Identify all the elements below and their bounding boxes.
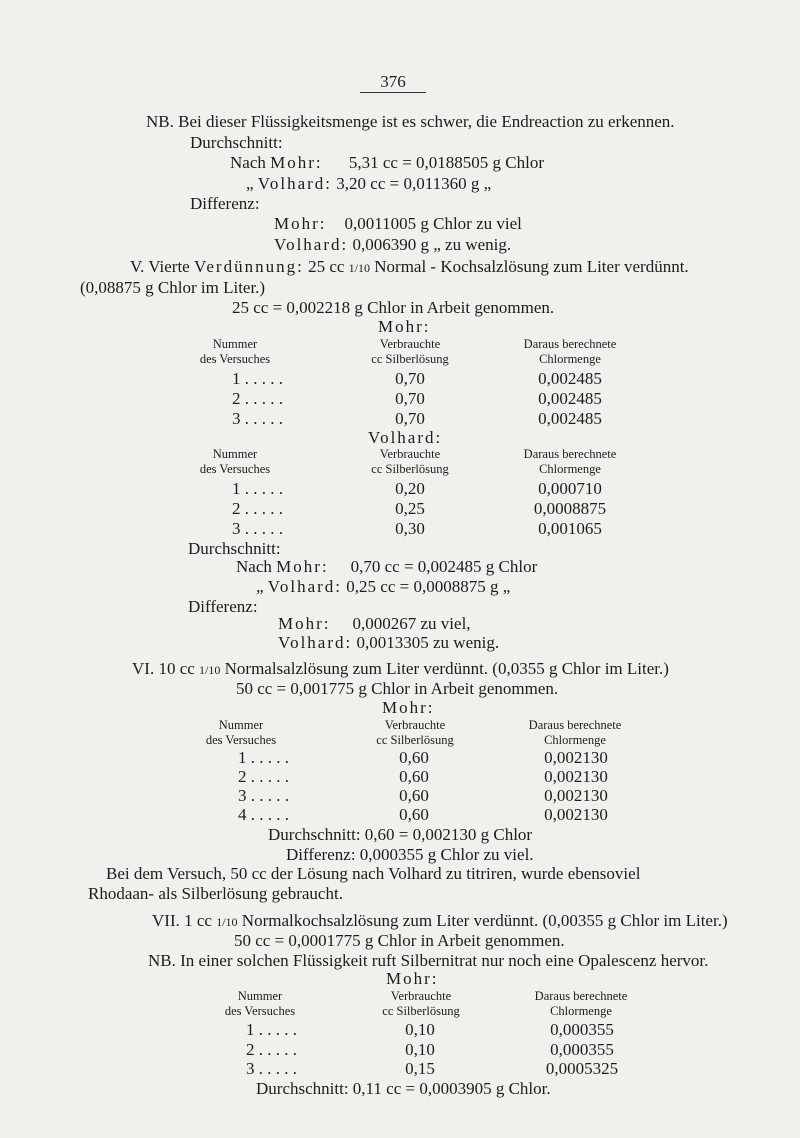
s5-avg-mohr: Nach Mohr: 0,70 cc = 0,002485 g Chlor — [236, 557, 538, 576]
s5-mohr-row-2-n: 2 . . . . . — [232, 389, 283, 408]
s5-mohr-row-3-n: 3 . . . . . — [232, 409, 283, 428]
s5-volhard-row-1-v: 0,20 — [395, 479, 425, 498]
nb-note-1: NB. Bei dieser Flüssigkeitsmenge ist es schwer, die Endreaction zu erkennen. — [146, 112, 675, 131]
s5-volhard-row-1-n: 1 . . . . . — [232, 479, 283, 498]
differenz-label-2: Differenz: — [188, 597, 258, 616]
col-daraus-2: Daraus berechnete — [523, 447, 617, 461]
s5-mohr-row-1-c: 0,002485 — [538, 369, 602, 388]
s7-col-daraus: Daraus berechnete — [534, 989, 628, 1003]
s6-col-chlormenge: Chlormenge — [544, 733, 606, 747]
section-7-nb: NB. In einer solchen Flüssigkeit ruft Silbernitrat nur noch eine Opalescenz hervor. — [148, 951, 709, 970]
s6-col-nummer: Nummer — [218, 718, 264, 732]
s7-row-1-v: 0,10 — [405, 1020, 435, 1039]
differenz-label-1: Differenz: — [190, 194, 260, 213]
s6-row-1-c: 0,002130 — [544, 748, 608, 767]
s5-volhard-row-3-c: 0,001065 — [538, 519, 602, 538]
col-des-versuches-2: des Versuches — [199, 462, 271, 476]
section-5-title: V. Vierte Verdünnung: 25 cc 1/10 Normal - Kochsalzlösung zum Liter verdünnt. — [130, 257, 689, 276]
s7-row-2-v: 0,10 — [405, 1040, 435, 1059]
col-nummer-2: Nummer — [212, 447, 258, 461]
s6-col-verbrauchte: Verbrauchte — [384, 718, 446, 732]
s5-mohr-row-2-c: 0,002485 — [538, 389, 602, 408]
s5-mohr-heading: Mohr: — [378, 317, 431, 336]
s5-mohr-row-1-v: 0,70 — [395, 369, 425, 388]
s6-row-2-c: 0,002130 — [544, 767, 608, 786]
s6-differenz: Differenz: 0,000355 g Chlor zu viel. — [286, 845, 534, 864]
s7-col-cc-silberloesung: cc Silberlösung — [382, 1004, 460, 1018]
s7-durchschnitt: Durchschnitt: 0,11 cc = 0,0003905 g Chlor. — [256, 1079, 551, 1098]
s7-col-verbrauchte: Verbrauchte — [390, 989, 452, 1003]
s7-row-3-v: 0,15 — [405, 1059, 435, 1078]
s5-volhard-heading: Volhard: — [368, 428, 443, 447]
section-5-work: 25 cc = 0,002218 g Chlor in Arbeit genommen. — [232, 298, 555, 317]
s6-row-3-c: 0,002130 — [544, 786, 608, 805]
s7-row-1-c: 0,000355 — [550, 1020, 614, 1039]
s6-mohr-heading: Mohr: — [382, 698, 435, 717]
col-chlormenge: Chlormenge — [539, 352, 601, 366]
s6-row-3-n: 3 . . . . . — [238, 786, 289, 805]
col-nummer: Nummer — [212, 337, 258, 351]
durchschnitt-label-1: Durchschnitt: — [190, 133, 283, 152]
s6-row-2-n: 2 . . . . . — [238, 767, 289, 786]
nb1-diff-mohr: Mohr: 0,0011005 g Chlor zu viel — [274, 214, 522, 233]
s6-col-des-versuches: des Versuches — [205, 733, 277, 747]
s5-volhard-row-3-n: 3 . . . . . — [232, 519, 283, 538]
s7-col-des-versuches: des Versuches — [224, 1004, 296, 1018]
section-5-title-2: (0,08875 g Chlor im Liter.) — [80, 278, 266, 297]
s7-row-2-n: 2 . . . . . — [246, 1040, 297, 1059]
section-6-title: VI. 10 cc 1/10 Normalsalzlösung zum Liter verdünnt. (0,0355 g Chlor im Liter.) — [132, 659, 669, 678]
nb1-mohr-line: Nach Mohr: 5,31 cc = 0,0188505 g Chlor — [230, 153, 545, 172]
nb1-diff-volhard: Volhard: 0,006390 g „ zu wenig. — [274, 235, 512, 254]
s6-paragraph-1: Bei dem Versuch, 50 cc der Lösung nach Volhard zu titriren, wurde ebensoviel — [106, 864, 641, 883]
durchschnitt-label-2: Durchschnitt: — [188, 539, 281, 558]
section-7-title: VII. 1 cc 1/10 Normalkochsalzlösung zum Liter verdünnt. (0,00355 g Chlor im Liter.) — [152, 911, 728, 930]
s5-volhard-row-2-v: 0,25 — [395, 499, 425, 518]
s7-row-3-c: 0,0005325 — [545, 1059, 619, 1078]
s7-row-2-c: 0,000355 — [550, 1040, 614, 1059]
s6-row-4-v: 0,60 — [399, 805, 429, 824]
s5-volhard-row-2-c: 0,0008875 — [533, 499, 607, 518]
col-cc-silberloesung: cc Silberlösung — [371, 352, 449, 366]
s5-mohr-row-3-v: 0,70 — [395, 409, 425, 428]
s6-row-4-n: 4 . . . . . — [238, 805, 289, 824]
s5-volhard-row-1-c: 0,000710 — [538, 479, 602, 498]
section-7-work: 50 cc = 0,0001775 g Chlor in Arbeit genommen. — [234, 931, 565, 950]
s6-col-daraus: Daraus berechnete — [528, 718, 622, 732]
s7-col-chlormenge: Chlormenge — [550, 1004, 612, 1018]
col-verbrauchte: Verbrauchte — [379, 337, 441, 351]
s6-paragraph-2: Rhodaan- als Silberlösung gebraucht. — [88, 884, 343, 903]
page-number: 376 — [360, 72, 426, 93]
s7-row-1-n: 1 . . . . . — [246, 1020, 297, 1039]
col-des-versuches: des Versuches — [199, 352, 271, 366]
col-cc-silberloesung-2: cc Silberlösung — [371, 462, 449, 476]
section-6-work: 50 cc = 0,001775 g Chlor in Arbeit genommen. — [236, 679, 559, 698]
s5-volhard-row-3-v: 0,30 — [395, 519, 425, 538]
nb1-volhard-line: „ Volhard: 3,20 cc = 0,011360 g „ — [246, 174, 492, 193]
s5-avg-volhard: „ Volhard: 0,25 cc = 0,0008875 g „ — [256, 577, 511, 596]
s6-col-cc-silberloesung: cc Silberlösung — [376, 733, 454, 747]
s6-row-2-v: 0,60 — [399, 767, 429, 786]
s5-diff-mohr: Mohr: 0,000267 zu viel, — [278, 614, 471, 633]
col-daraus: Daraus berechnete — [523, 337, 617, 351]
s5-diff-volhard: Volhard: 0,0013305 zu wenig. — [278, 633, 500, 652]
s5-volhard-row-2-n: 2 . . . . . — [232, 499, 283, 518]
s5-mohr-row-3-c: 0,002485 — [538, 409, 602, 428]
s7-row-3-n: 3 . . . . . — [246, 1059, 297, 1078]
s6-row-1-n: 1 . . . . . — [238, 748, 289, 767]
s5-mohr-row-1-n: 1 . . . . . — [232, 369, 283, 388]
s6-row-1-v: 0,60 — [399, 748, 429, 767]
s6-durchschnitt: Durchschnitt: 0,60 = 0,002130 g Chlor — [268, 825, 533, 844]
s7-mohr-heading: Mohr: — [386, 969, 439, 988]
s6-row-4-c: 0,002130 — [544, 805, 608, 824]
s7-col-nummer: Nummer — [237, 989, 283, 1003]
col-verbrauchte-2: Verbrauchte — [379, 447, 441, 461]
s5-mohr-row-2-v: 0,70 — [395, 389, 425, 408]
col-chlormenge-2: Chlormenge — [539, 462, 601, 476]
s6-row-3-v: 0,60 — [399, 786, 429, 805]
